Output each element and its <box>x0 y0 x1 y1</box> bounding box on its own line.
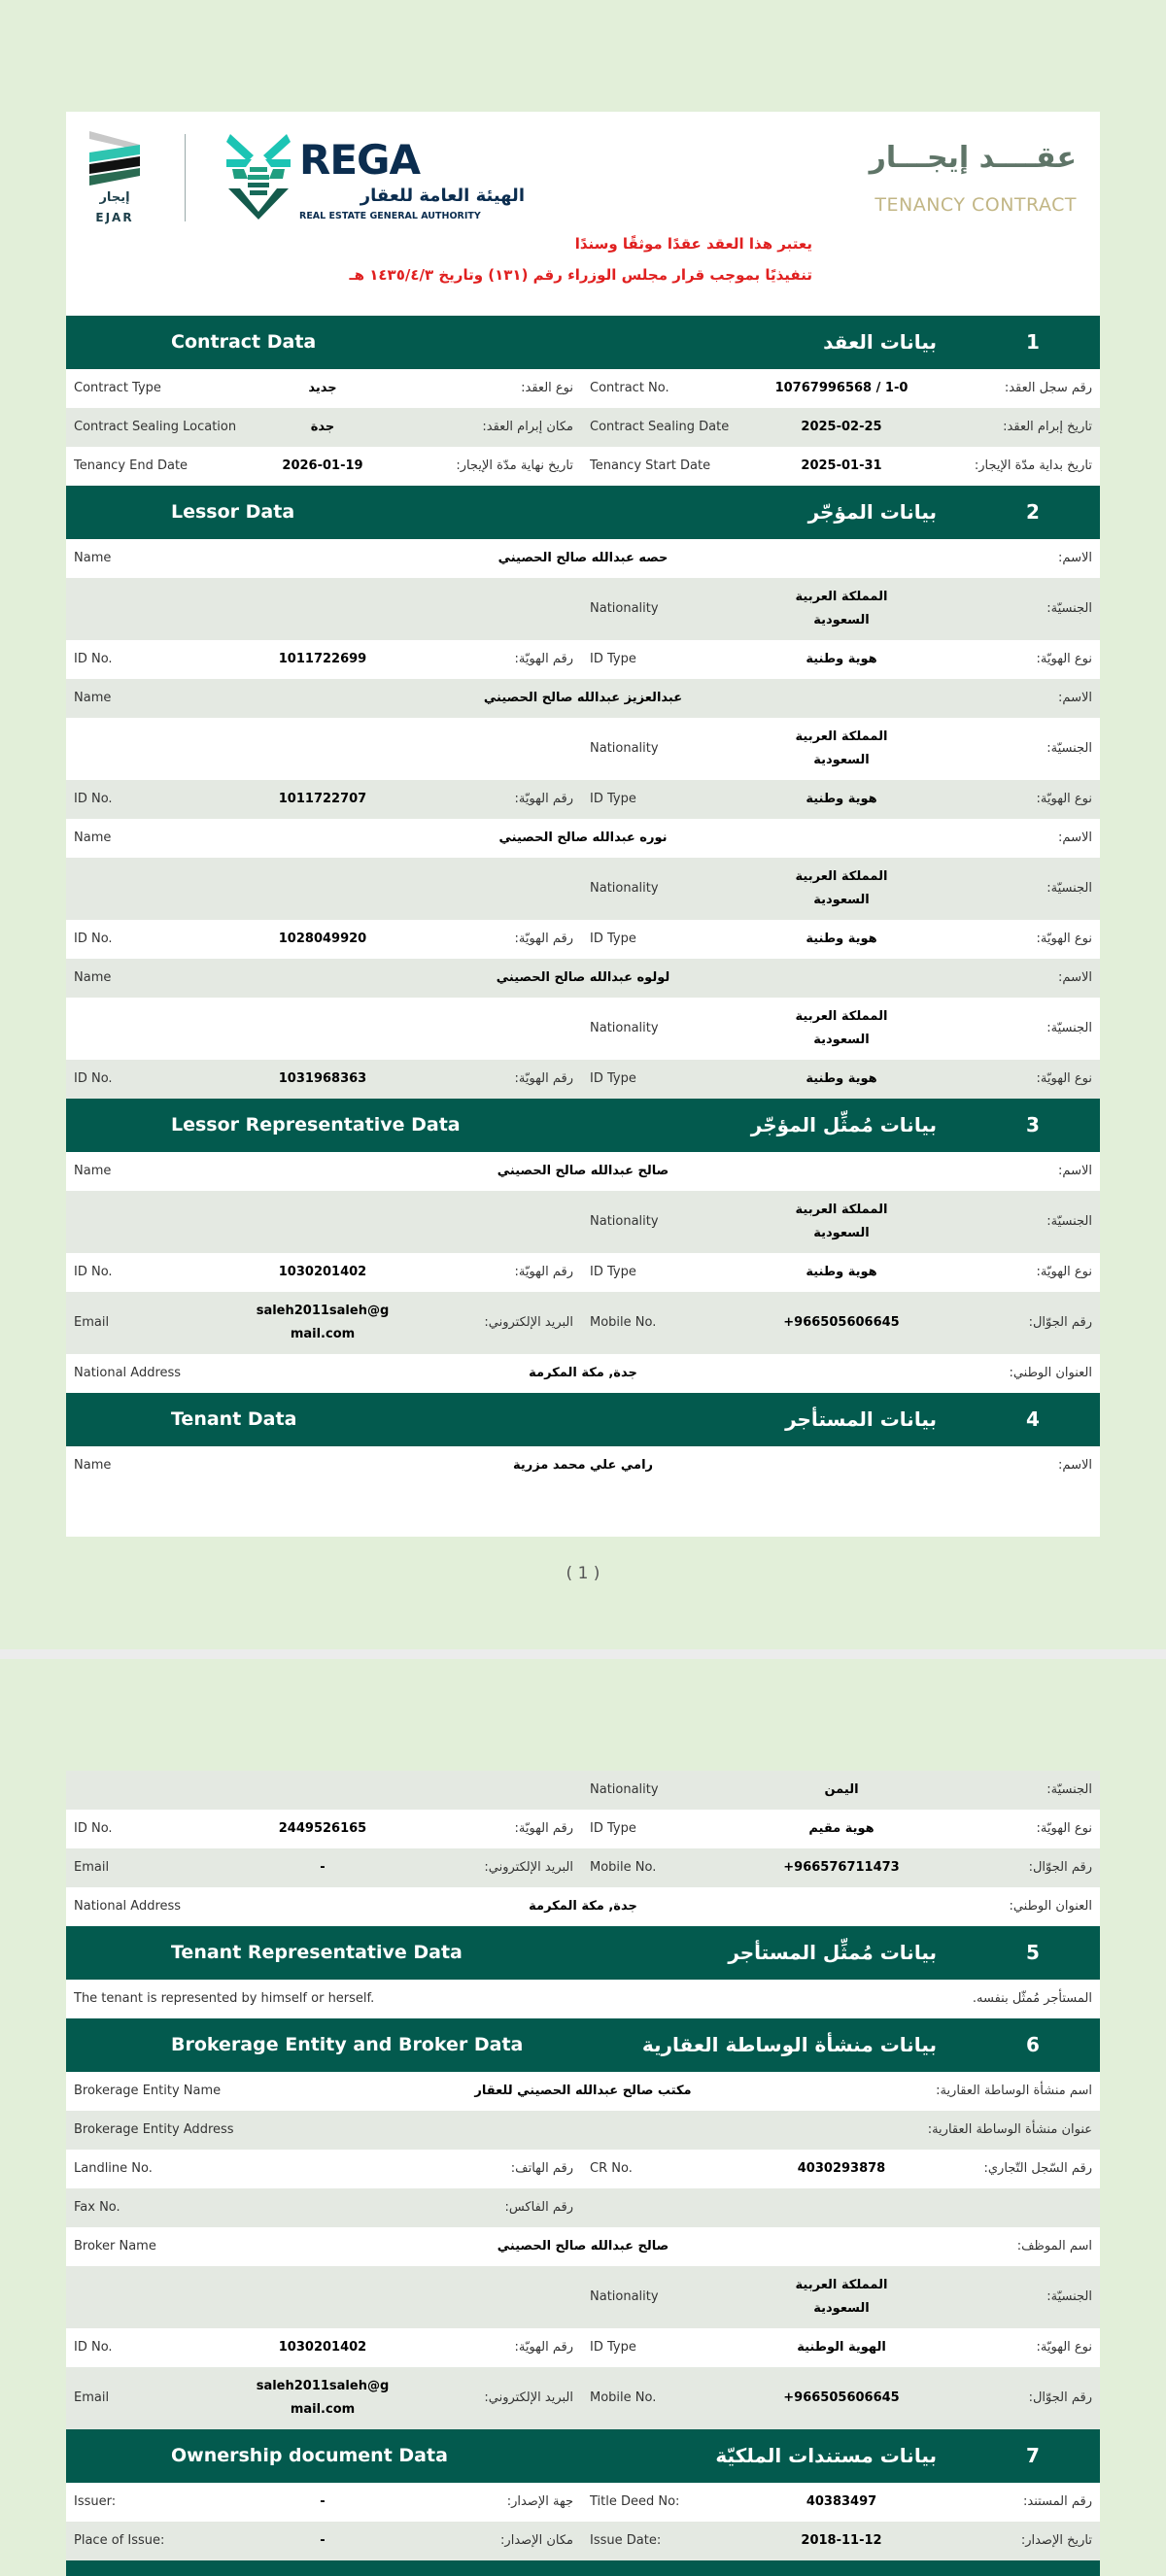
field-label-arabic: رقم الفاكس: <box>504 2200 573 2215</box>
field-label-english: Name <box>74 1458 112 1473</box>
field-label-arabic: الاسم: <box>1058 830 1092 845</box>
field-label-arabic: الجنسيّة: <box>1046 1021 1092 1035</box>
data-row <box>66 998 1100 1060</box>
field-label-arabic: الجنسيّة: <box>1046 741 1092 756</box>
section-number: 4 <box>1026 1407 1040 1431</box>
field-value-text: المملكة العربية السعودية <box>795 590 888 627</box>
field-value-text: 1011722699 <box>278 652 367 666</box>
field-label-arabic: الجنسيّة: <box>1046 1214 1092 1229</box>
field-label-arabic: الاسم: <box>1058 551 1092 565</box>
section-header-2 <box>66 486 1100 539</box>
field-value-text: هوية وطنية <box>806 1071 877 1086</box>
field-value <box>365 966 801 990</box>
data-row <box>66 2150 1100 2188</box>
field-label-english: Tenancy End Date <box>74 458 189 473</box>
section-title-arabic: بيانات مُمثِّل المستأجر <box>728 1941 937 1964</box>
field-value-text: صالح عبدالله صالح الحصيني <box>497 2239 669 2254</box>
field-value-text: جدة, مكة المكرمة <box>529 1899 637 1914</box>
field-label-english: Nationality <box>590 601 659 616</box>
data-row <box>66 819 1100 858</box>
field-value-text: - <box>320 2494 326 2509</box>
field-label-english: Landline No. <box>74 2161 153 2176</box>
field-label-english: National Address <box>74 1366 182 1380</box>
field-label-english: Contract Type <box>74 381 161 395</box>
field-value <box>365 1895 801 1918</box>
field-label-english: Mobile No. <box>590 1315 657 1330</box>
field-label-arabic: الاسم: <box>1058 691 1092 705</box>
data-row <box>66 920 1100 959</box>
field-value <box>241 2157 404 2181</box>
section-header-5 <box>66 1926 1100 1980</box>
field-value-text: رامي علي محمد مزرية <box>512 1458 654 1473</box>
field-value-text: +966576711473 <box>783 1860 900 1875</box>
section-number: 6 <box>1026 2033 1040 2056</box>
field-label-english: Title Deed No: <box>590 2494 680 2509</box>
field-value <box>365 1160 801 1183</box>
data-row <box>66 1887 1100 1926</box>
field-label-arabic: رقم الهويّة: <box>514 792 573 806</box>
data-row <box>66 2227 1100 2266</box>
field-value <box>746 2336 937 2359</box>
field-label-arabic: البريد الإلكتروني: <box>484 2390 573 2405</box>
field-label-english: Issuer: <box>74 2494 117 2509</box>
field-value <box>746 1856 937 1880</box>
field-label-english: ID Type <box>590 792 636 806</box>
field-value-text: هوية مقيم <box>808 1821 874 1836</box>
field-label-arabic: البريد الإلكتروني: <box>484 1315 573 1330</box>
section-title-english: Lessor Data <box>171 501 295 523</box>
field-value-text: هوية وطنية <box>806 932 877 946</box>
data-row <box>66 578 1100 640</box>
data-row <box>66 1191 1100 1253</box>
data-row <box>66 780 1100 819</box>
field-value-text: هوية وطنية <box>806 1265 877 1279</box>
field-label-english: Name <box>74 691 112 705</box>
field-value-text: حصه عبدالله صالح الحصيني <box>497 551 669 565</box>
field-value-text: 1030201402 <box>278 2340 367 2355</box>
data-row <box>66 2522 1100 2560</box>
section-header-7 <box>66 2429 1100 2483</box>
field-value <box>241 788 404 811</box>
field-value <box>241 377 404 400</box>
ejar-logo-icon <box>87 131 142 186</box>
field-value-text: 2026-01-19 <box>282 458 363 473</box>
field-label-arabic: اسم الموظف: <box>1016 2239 1092 2254</box>
field-value <box>746 2491 937 2514</box>
field-label-english: Mobile No. <box>590 1860 657 1875</box>
field-value <box>746 2157 937 2181</box>
section-title-arabic: بيانات العقد <box>823 330 937 354</box>
field-label-english: Contract Sealing Location <box>74 420 237 434</box>
field-label-arabic: نوع العقد: <box>521 381 573 395</box>
field-label-arabic: رقم السّجل التّجاري: <box>983 2161 1092 2176</box>
field-value-text: هوية وطنية <box>806 792 877 806</box>
field-value <box>365 1362 801 1385</box>
field-value-text: 1011722707 <box>278 792 367 806</box>
field-value <box>365 2080 801 2103</box>
section-title-english: Tenant Data <box>171 1408 297 1430</box>
section-title-english: Brokerage Entity and Broker Data <box>171 2034 524 2055</box>
field-label-arabic: رقم الهويّة: <box>514 932 573 946</box>
field-label-english: Contract No. <box>590 381 669 395</box>
statement-arabic: المستأجر مُمثّل بنفسه. <box>972 1991 1092 2006</box>
field-label-arabic: الجنسيّة: <box>1046 1782 1092 1797</box>
field-label-english: ID No. <box>74 1071 113 1086</box>
notice-line-1: يعتبر هذا العقد عقدًا موثقًا وسندًا <box>574 235 812 253</box>
field-value-text: 1028049920 <box>278 932 367 946</box>
data-row <box>66 679 1100 718</box>
field-label-english: Contract Sealing Date <box>590 420 730 434</box>
field-value <box>365 1454 801 1477</box>
statement-english: The tenant is represented by himself or herself. <box>74 1991 375 2006</box>
field-value <box>746 586 937 632</box>
field-value-text: - <box>320 2533 326 2548</box>
field-value <box>746 1005 937 1052</box>
section-number: 1 <box>1026 330 1040 354</box>
field-label-english: Name <box>74 970 112 985</box>
data-row <box>66 447 1100 486</box>
field-value-text: جديد <box>308 381 337 395</box>
section-title-arabic: بيانات المؤجّر <box>807 500 937 524</box>
contract-title-english: TENANCY CONTRACT <box>874 194 1077 216</box>
section-number: 5 <box>1026 1941 1040 1964</box>
page-1-sections <box>66 316 1100 1485</box>
section-title-english: Contract Data <box>171 331 317 353</box>
field-label-english: Name <box>74 830 112 845</box>
field-label-arabic: الاسم: <box>1058 970 1092 985</box>
field-value <box>746 865 937 912</box>
field-value-text: - <box>320 1860 326 1875</box>
field-value <box>746 928 937 951</box>
field-value <box>365 547 801 570</box>
field-label-english: ID Type <box>590 2340 636 2355</box>
data-row <box>66 640 1100 679</box>
data-row <box>66 1771 1100 1810</box>
field-label-arabic: رقم الهويّة: <box>514 2340 573 2355</box>
section-number: 3 <box>1026 1113 1040 1136</box>
field-value-text: المملكة العربية السعودية <box>795 869 888 907</box>
contract-page-2 <box>66 1771 1100 2576</box>
data-row <box>66 1253 1100 1292</box>
section-title-english: Lessor Representative Data <box>171 1114 461 1135</box>
data-row <box>66 1060 1100 1099</box>
field-value <box>365 827 801 850</box>
field-label-english: Nationality <box>590 2289 659 2304</box>
field-label-arabic: الاسم: <box>1058 1164 1092 1178</box>
field-label-english: Nationality <box>590 881 659 896</box>
field-value <box>365 687 801 710</box>
field-value <box>746 2529 937 2553</box>
field-label-arabic: العنوان الوطني: <box>1009 1899 1092 1914</box>
field-value <box>241 2529 404 2553</box>
field-value <box>746 455 937 478</box>
rega-logo-arabic: الهيئة العامة للعقار <box>360 186 525 206</box>
field-value-text: 2018-11-12 <box>801 2533 882 2548</box>
field-label-arabic: العنوان الوطني: <box>1009 1366 1092 1380</box>
next-section-header <box>66 2560 1100 2576</box>
field-label-english: National Address <box>74 1899 182 1914</box>
data-row <box>66 1980 1100 2018</box>
field-value <box>746 726 937 772</box>
data-row <box>66 369 1100 408</box>
section-header-4 <box>66 1393 1100 1446</box>
data-row <box>66 1292 1100 1354</box>
field-label-english: ID No. <box>74 932 113 946</box>
field-label-english: Tenancy Start Date <box>590 458 711 473</box>
field-value <box>241 1856 404 1880</box>
field-value <box>746 1779 937 1802</box>
field-label-english: ID Type <box>590 1821 636 1836</box>
data-row <box>66 959 1100 998</box>
field-label-arabic: مكان الإصدار: <box>500 2533 573 2548</box>
field-value-text: جدة <box>310 420 335 434</box>
field-value-text: saleh2011saleh@gmail.com <box>256 1304 390 1341</box>
field-value <box>365 2118 801 2142</box>
data-row <box>66 1810 1100 1848</box>
field-label-english: CR No. <box>590 2161 633 2176</box>
field-label-english: ID Type <box>590 932 636 946</box>
field-label-english: Nationality <box>590 741 659 756</box>
field-value <box>746 1817 937 1841</box>
field-label-english: Name <box>74 551 112 565</box>
field-value-text: لولوه عبدالله صالح الحصيني <box>496 970 670 985</box>
field-value-text: saleh2011saleh@gmail.com <box>256 2379 390 2417</box>
section-header-1 <box>66 316 1100 369</box>
field-label-english: ID Type <box>590 1071 636 1086</box>
field-label-arabic: اسم منشأة الوساطة العقارية: <box>936 2084 1092 2098</box>
field-label-arabic: رقم سجل العقد: <box>1004 381 1092 395</box>
field-value-text: 4030293878 <box>797 2161 886 2176</box>
field-label-arabic: رقم الهويّة: <box>514 1071 573 1086</box>
page-2-sections <box>66 1771 1100 2560</box>
field-value-text: مكتب صالح عبدالله الحصيني للعقار <box>474 2084 692 2098</box>
contract-page-1 <box>66 112 1100 1537</box>
field-label-arabic: رقم الهويّة: <box>514 1821 573 1836</box>
field-label-english: ID Type <box>590 652 636 666</box>
field-value <box>241 1817 404 1841</box>
field-label-arabic: رقم الهويّة: <box>514 1265 573 1279</box>
field-label-arabic: نوع الهويّة: <box>1036 1821 1092 1836</box>
field-label-english: Brokerage Entity Address <box>74 2122 234 2137</box>
field-value <box>746 2274 937 2321</box>
field-label-arabic: رقم الهويّة: <box>514 652 573 666</box>
data-row <box>66 1446 1100 1485</box>
section-title-english: Ownership document Data <box>171 2445 448 2466</box>
field-value <box>241 416 404 439</box>
field-label-arabic: جهة الإصدار: <box>506 2494 573 2509</box>
data-row <box>66 2072 1100 2111</box>
field-label-english: Nationality <box>590 1214 659 1229</box>
data-row <box>66 858 1100 920</box>
field-label-arabic: نوع الهويّة: <box>1036 932 1092 946</box>
field-value <box>746 788 937 811</box>
field-value <box>241 2491 404 2514</box>
field-value <box>746 1311 937 1335</box>
field-label-arabic: نوع الهويّة: <box>1036 792 1092 806</box>
contract-title-arabic: عقــــد إيجـــار <box>869 141 1077 175</box>
field-label-english: Mobile No. <box>590 2390 657 2405</box>
field-label-english: ID No. <box>74 792 113 806</box>
field-label-arabic: رقم الهاتف: <box>510 2161 573 2176</box>
field-label-arabic: مكان إبرام العقد: <box>482 420 573 434</box>
field-value <box>241 648 404 671</box>
field-label-english: Fax No. <box>74 2200 120 2215</box>
field-label-english: Email <box>74 1860 110 1875</box>
field-value-text: 1030201402 <box>278 1265 367 1279</box>
field-label-arabic: نوع الهويّة: <box>1036 652 1092 666</box>
section-title-english: Tenant Representative Data <box>171 1942 463 1963</box>
field-value <box>746 377 937 400</box>
data-row <box>66 718 1100 780</box>
field-label-arabic: عنوان منشأة الوساطة العقارية: <box>927 2122 1092 2137</box>
field-value <box>746 1261 937 1284</box>
field-label-english: ID No. <box>74 2340 113 2355</box>
field-label-arabic: نوع الهويّة: <box>1036 1265 1092 1279</box>
field-value <box>746 416 937 439</box>
data-row <box>66 2483 1100 2522</box>
section-number: 2 <box>1026 500 1040 524</box>
section-title-arabic: بيانات مُمثِّل المؤجّر <box>750 1113 937 1136</box>
section-header-3 <box>66 1099 1100 1152</box>
field-label-arabic: الجنسيّة: <box>1046 2289 1092 2304</box>
rega-emblem-icon <box>226 134 291 220</box>
field-value-text: الهوية الوطنية <box>797 2340 886 2355</box>
field-label-english: Brokerage Entity Name <box>74 2084 222 2098</box>
field-value <box>241 1068 404 1091</box>
field-value <box>241 2375 404 2422</box>
field-label-arabic: رقم الجوّال: <box>1028 1315 1092 1330</box>
page-number: ( 1 ) <box>566 1564 600 1583</box>
notice-line-2: تنفيذيًا بموجب قرار مجلس الوزراء رقم (١٣١) وتاريخ ١٤٣٥/٤/٣ هـ <box>349 266 812 284</box>
field-value <box>746 1199 937 1245</box>
data-row <box>66 1354 1100 1393</box>
field-value-text: المملكة العربية السعودية <box>795 1203 888 1240</box>
field-value-text: +966505606645 <box>783 2390 900 2405</box>
page-separator <box>0 1649 1166 1659</box>
rega-logo-english: REAL ESTATE GENERAL AUTHORITY <box>299 211 481 221</box>
field-value-text: +966505606645 <box>783 1315 900 1330</box>
field-value <box>241 928 404 951</box>
field-value <box>365 2235 801 2258</box>
field-label-arabic: نوع الهويّة: <box>1036 1071 1092 1086</box>
data-row <box>66 2111 1100 2150</box>
field-label-arabic: الجنسيّة: <box>1046 881 1092 896</box>
data-row <box>66 408 1100 447</box>
field-value <box>746 1068 937 1091</box>
rega-logo-text: REGA <box>299 136 421 184</box>
field-value-text: المملكة العربية السعودية <box>795 729 888 767</box>
data-row <box>66 2188 1100 2227</box>
field-value-text: 2025-02-25 <box>801 420 882 434</box>
field-label-english: ID Type <box>590 1265 636 1279</box>
field-value <box>241 2196 404 2220</box>
data-row <box>66 539 1100 578</box>
section-header-6 <box>66 2018 1100 2072</box>
field-label-arabic: تاريخ الإصدار: <box>1020 2533 1092 2548</box>
field-label-arabic: رقم الجوّال: <box>1028 2390 1092 2405</box>
field-label-arabic: تاريخ إبرام العقد: <box>1003 420 1092 434</box>
field-label-english: ID No. <box>74 1821 113 1836</box>
field-value-text: نوره عبدالله صالح الحصيني <box>498 830 668 845</box>
field-value-text: 10767996568 / 1-0 <box>774 381 909 395</box>
field-value <box>241 455 404 478</box>
field-label-english: Email <box>74 2390 110 2405</box>
logo-divider <box>185 134 186 221</box>
field-label-arabic: رقم المستند: <box>1022 2494 1092 2509</box>
field-label-english: Nationality <box>590 1782 659 1797</box>
field-value-text: هوية وطنية <box>806 652 877 666</box>
data-row <box>66 2328 1100 2367</box>
field-value-text: 1031968363 <box>278 1071 367 1086</box>
field-value <box>746 2387 937 2410</box>
field-label-english: Broker Name <box>74 2239 156 2254</box>
field-label-arabic: رقم الجوّال: <box>1028 1860 1092 1875</box>
field-value-text: عبدالعزيز عبدالله صالح الحصيني <box>483 691 683 705</box>
field-label-english: Place of Issue: <box>74 2533 165 2548</box>
data-row <box>66 1152 1100 1191</box>
ejar-logo-text: EJAR <box>95 211 134 224</box>
data-row <box>66 1848 1100 1887</box>
field-label-arabic: نوع الهويّة: <box>1036 2340 1092 2355</box>
field-label-english: ID No. <box>74 652 113 666</box>
field-value-text: 2449526165 <box>278 1821 367 1836</box>
field-label-english: Nationality <box>590 1021 659 1035</box>
section-title-arabic: بيانات مستندات الملكيّة <box>715 2444 937 2467</box>
ejar-logo-arabic: إيجار <box>99 190 130 205</box>
field-label-english: Name <box>74 1164 112 1178</box>
field-value-text: 2025-01-31 <box>801 458 882 473</box>
field-label-arabic: الاسم: <box>1058 1458 1092 1473</box>
field-label-english: Issue Date: <box>590 2533 662 2548</box>
section-number: 7 <box>1026 2444 1040 2467</box>
field-value-text: المملكة العربية السعودية <box>795 2278 888 2316</box>
field-value <box>241 2336 404 2359</box>
field-label-arabic: البريد الإلكتروني: <box>484 1860 573 1875</box>
data-row <box>66 2367 1100 2429</box>
section-title-arabic: بيانات منشأة الوساطة العقارية <box>641 2033 937 2056</box>
field-label-english: Email <box>74 1315 110 1330</box>
field-value-text: المملكة العربية السعودية <box>795 1009 888 1047</box>
section-title-arabic: بيانات المستأجر <box>785 1407 937 1431</box>
field-value <box>746 648 937 671</box>
field-value-text: اليمن <box>824 1782 859 1797</box>
field-value <box>241 1300 404 1346</box>
field-label-arabic: تاريخ بداية مدّة الإيجار: <box>974 458 1092 473</box>
field-value-text: جدة, مكة المكرمة <box>529 1366 637 1380</box>
field-value <box>241 1261 404 1284</box>
field-label-english: ID No. <box>74 1265 113 1279</box>
data-row <box>66 2266 1100 2328</box>
field-value-text: صالح عبدالله صالح الحصيني <box>497 1164 669 1178</box>
field-label-arabic: تاريخ نهاية مدّة الإيجار: <box>456 458 573 473</box>
field-label-arabic: الجنسيّة: <box>1046 601 1092 616</box>
field-value-text: 40383497 <box>806 2494 877 2509</box>
document-header <box>66 112 1100 316</box>
